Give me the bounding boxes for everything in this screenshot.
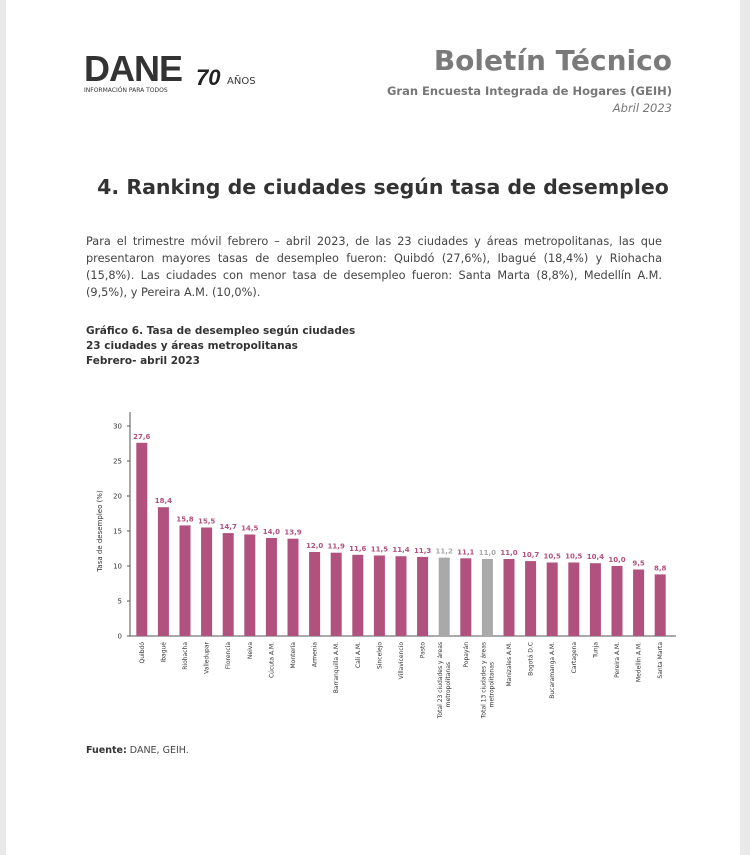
x-tick-label: Florencia [225,642,233,670]
x-tick-label: Neiva [246,642,254,660]
bar [158,507,169,636]
x-tick-label: Medellín A.M. [635,642,643,683]
section-title: 4. Ranking de ciudades según tasa de desempleo [97,175,669,199]
bar [223,533,234,636]
data-label: 11,4 [392,546,410,555]
y-tick-label: 5 [117,597,122,606]
y-tick-label: 30 [113,422,122,431]
bar [633,570,644,637]
bar [331,553,342,636]
bar [568,563,579,637]
bar [374,556,385,637]
data-label: 11,6 [349,544,367,553]
data-label: 11,2 [435,547,453,556]
x-tick-label: Villavicencio [398,642,405,680]
data-label: 14,5 [241,524,259,533]
bar [460,558,471,636]
bulletin-title: Boletín Técnico [433,44,672,77]
x-tick-label: Pasto [419,642,427,659]
logo-anniversary: 70 [196,65,221,90]
data-label: 11,1 [457,548,475,557]
bar [482,559,493,636]
data-label: 10,5 [565,552,583,561]
x-tick-label: Santa Marta [657,642,665,679]
x-tick-label: Sincelejo [376,642,384,669]
x-tick-label: Tunja [592,642,600,658]
caption-line: Febrero- abril 2023 [86,355,200,367]
bar [525,561,536,636]
x-tick-label: Quibdó [138,642,146,664]
x-tick-label: Armenia [311,642,319,668]
y-tick-label: 20 [113,492,122,501]
data-label: 11,5 [370,545,389,554]
data-label: 11,9 [327,542,345,551]
data-label: 10,4 [586,553,605,562]
data-label: 11,0 [500,549,518,557]
data-label: 9,5 [632,559,645,568]
bar [180,525,191,636]
bar [504,559,515,636]
bar [655,574,666,636]
bar [439,558,450,636]
data-label: 13,9 [284,528,302,537]
data-label: 14,7 [219,523,237,532]
x-tick-label: Pereira A.M. [614,642,621,678]
source-note [86,745,189,756]
bar [136,443,147,636]
data-label: 10,5 [543,552,561,561]
bulletin-date: Abril 2023 [612,101,672,115]
y-axis-label: Tasa de desempleo (%) [96,490,104,572]
y-tick-label: 25 [113,457,122,466]
body-paragraph: Para el trimestre móvil febrero – abril 2023, de las 23 ciudades y áreas metropolitanas, las que presentaron mayores tasas de desempleo fueron: Quibdó (27,6%), Ibagué (18,4%) y Riohacha (15,8%). Las ciudades con menor tasa de desempleo fueron: Santa Marta (8,8%), Medellín A.M. (9,5%), y Pereira A.M. (10,0%). [86,235,662,299]
y-tick-label: 10 [113,562,122,571]
bar [288,539,299,636]
data-label: 11,3 [413,546,432,555]
bulletin-subtitle: Gran Encuesta Integrada de Hogares (GEIH) [386,84,672,98]
data-label: 12,0 [305,542,324,550]
bar [244,535,255,637]
logo-text: DANE [84,48,183,89]
bar [201,528,212,637]
source-text: DANE, GEIH. [126,745,189,756]
bar [352,555,363,636]
bar [547,563,558,637]
caption-line: Gráfico 6. Tasa de desempleo según ciudades [86,325,356,337]
y-tick-label: 15 [113,527,122,536]
data-label: 18,4 [154,497,173,506]
x-tick-label: Bucaramanga A.M. [549,642,557,699]
y-tick-label: 0 [117,632,122,641]
x-tick-label: Total 23 ciudades y áreasmetropolitanas [437,642,453,719]
bar [266,538,277,636]
data-label: 27,6 [133,432,151,441]
x-tick-label: Cúcuta A.M. [268,642,276,679]
x-tick-label: Riohacha [182,642,189,670]
source-label: Fuente: [86,745,127,756]
x-tick-label: Ibagué [160,642,168,663]
bar [590,563,601,636]
caption-line: 23 ciudades y áreas metropolitanas [86,340,298,352]
bar [612,566,623,636]
logo-subtitle: INFORMACIÓN PARA TODOS [84,87,168,94]
bar [309,552,320,636]
data-label: 8,8 [653,564,667,573]
data-label: 11,0 [478,549,497,557]
data-label: 14,0 [262,528,281,536]
data-label: 15,5 [197,517,216,526]
x-tick-label: Manizales A.M. [506,642,513,687]
bar-chart [6,0,740,855]
x-tick-label: Total 13 ciudades y áreasmetropolitanas [480,642,496,719]
bar [396,556,407,636]
logo-anos: AÑOS [227,76,256,87]
x-tick-label: Montería [290,642,297,669]
data-label: 15,8 [176,515,194,524]
document-page [6,0,740,855]
x-tick-label: Bogotá D.C [527,642,535,676]
x-tick-label: Cali A.M. [354,642,362,669]
x-tick-label: Cartagena [570,642,578,674]
data-label: 10,0 [608,556,626,564]
x-tick-label: Barranquilla A.M. [333,642,341,694]
x-tick-label: Valledupar [203,642,211,674]
x-tick-label: Popayán [462,642,470,668]
data-label: 10,7 [521,551,540,560]
bar [417,557,428,636]
